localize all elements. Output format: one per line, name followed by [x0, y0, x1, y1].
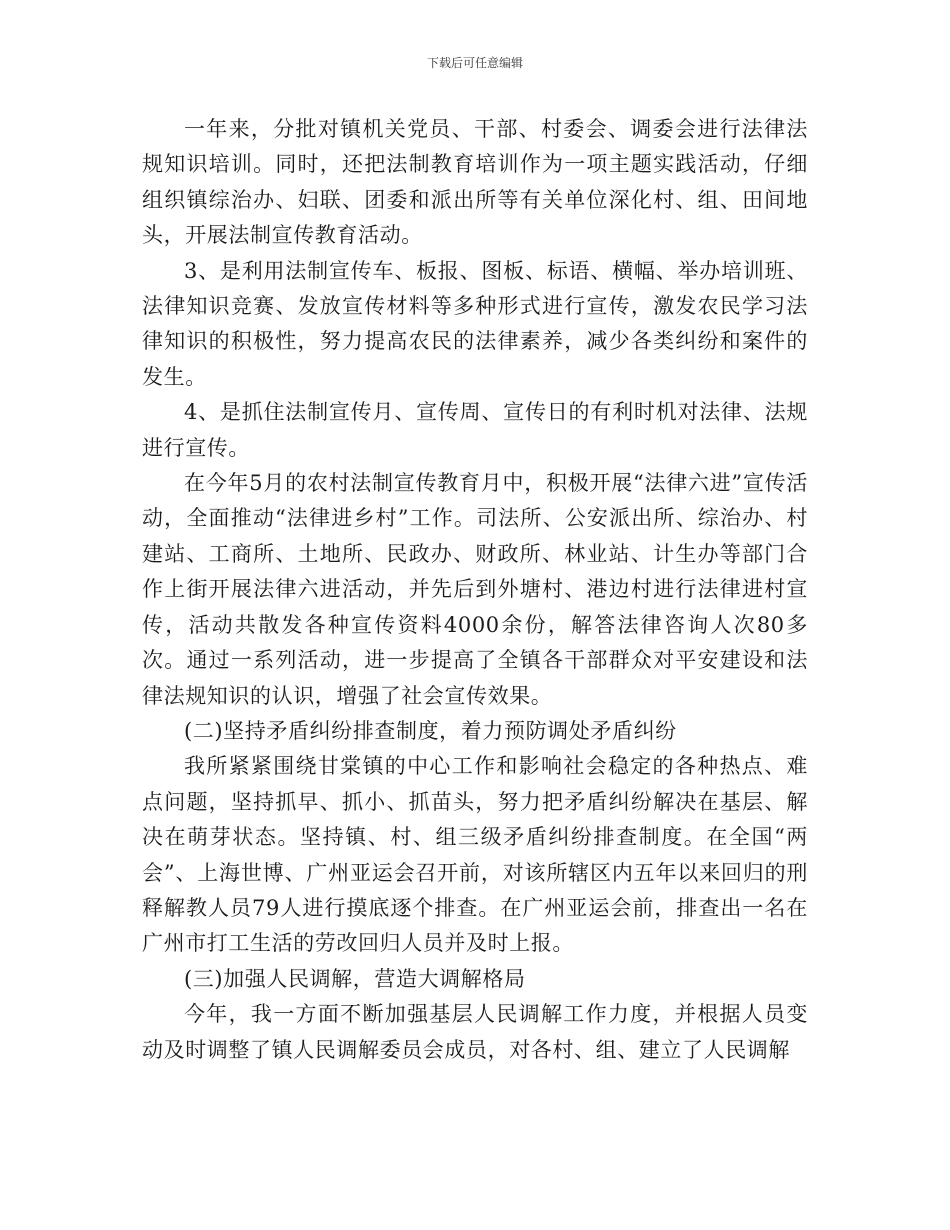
section-heading-2: (二)坚持矛盾纠纷排查制度，着力预防调处矛盾纠纷: [184, 718, 677, 743]
paragraph-may-campaign: 在今年5月的农村法制宣传教育月中，积极开展“法律六进”宣传活动，全面推动“法律进乡村”工作。司法所、公安派出所、综治办、村建站、工商所、土地所、民政办、财政所、林业站、计生办等部门合作上街开展法律六进活动，并先后到外塘村、港边村进行法律进村宣传，活动共散发各种宣传资料4000余份，解答法律咨询人次80多次。通过一系列活动，进一步提高了全镇各干部群众对平安建设和法律法规知识的认识，增强了社会宣传效果。: [142, 471, 808, 708]
document-body: [142, 112, 808, 1068]
paragraph-mediation: 今年，我一方面不断加强基层人民调解工作力度，并根据人员变动及时调整了镇人民调解委员会成员，对各村、组、建立了人民调解: [142, 1002, 808, 1062]
paragraph-item-3: 3、是利用法制宣传车、板报、图板、标语、横幅、举办培训班、法律知识竞赛、发放宣传材料等多种形式进行宣传，激发农民学习法律知识的积极性，努力提高农民的法律素养，减少各类纠纷和案件的发生。: [142, 258, 808, 389]
section-heading-3: (三)加强人民调解，营造大调解格局: [184, 966, 526, 991]
paragraph-item-4: 4、是抓住法制宣传月、宣传周、宣传日的有利时机对法律、法规进行宣传。: [142, 400, 808, 460]
paragraph-dispute-screening: 我所紧紧围绕甘棠镇的中心工作和影响社会稳定的各种热点、难点问题，坚持抓早、抓小、抓苗头，努力把矛盾纠纷解决在基层、解决在萌芽状态。坚持镇、村、组三级矛盾纠纷排查制度。在全国“两会”、上海世博、广州亚运会召开前，对该所辖区内五年以来回归的刑释解教人员79人进行摸底逐个排查。在广州亚运会前，排查出一名在广州市打工生活的劳改回归人员并及时上报。: [142, 754, 808, 956]
paragraph-training: 一年来，分批对镇机关党员、干部、村委会、调委会进行法律法规知识培训。同时，还把法制教育培训作为一项主题实践活动，仔细组织镇综治办、妇联、团委和派出所等有关单位深化村、组、田间地头，开展法制宣传教育活动。: [142, 117, 808, 248]
page-header-note: 下载后可任意编辑: [426, 56, 523, 70]
